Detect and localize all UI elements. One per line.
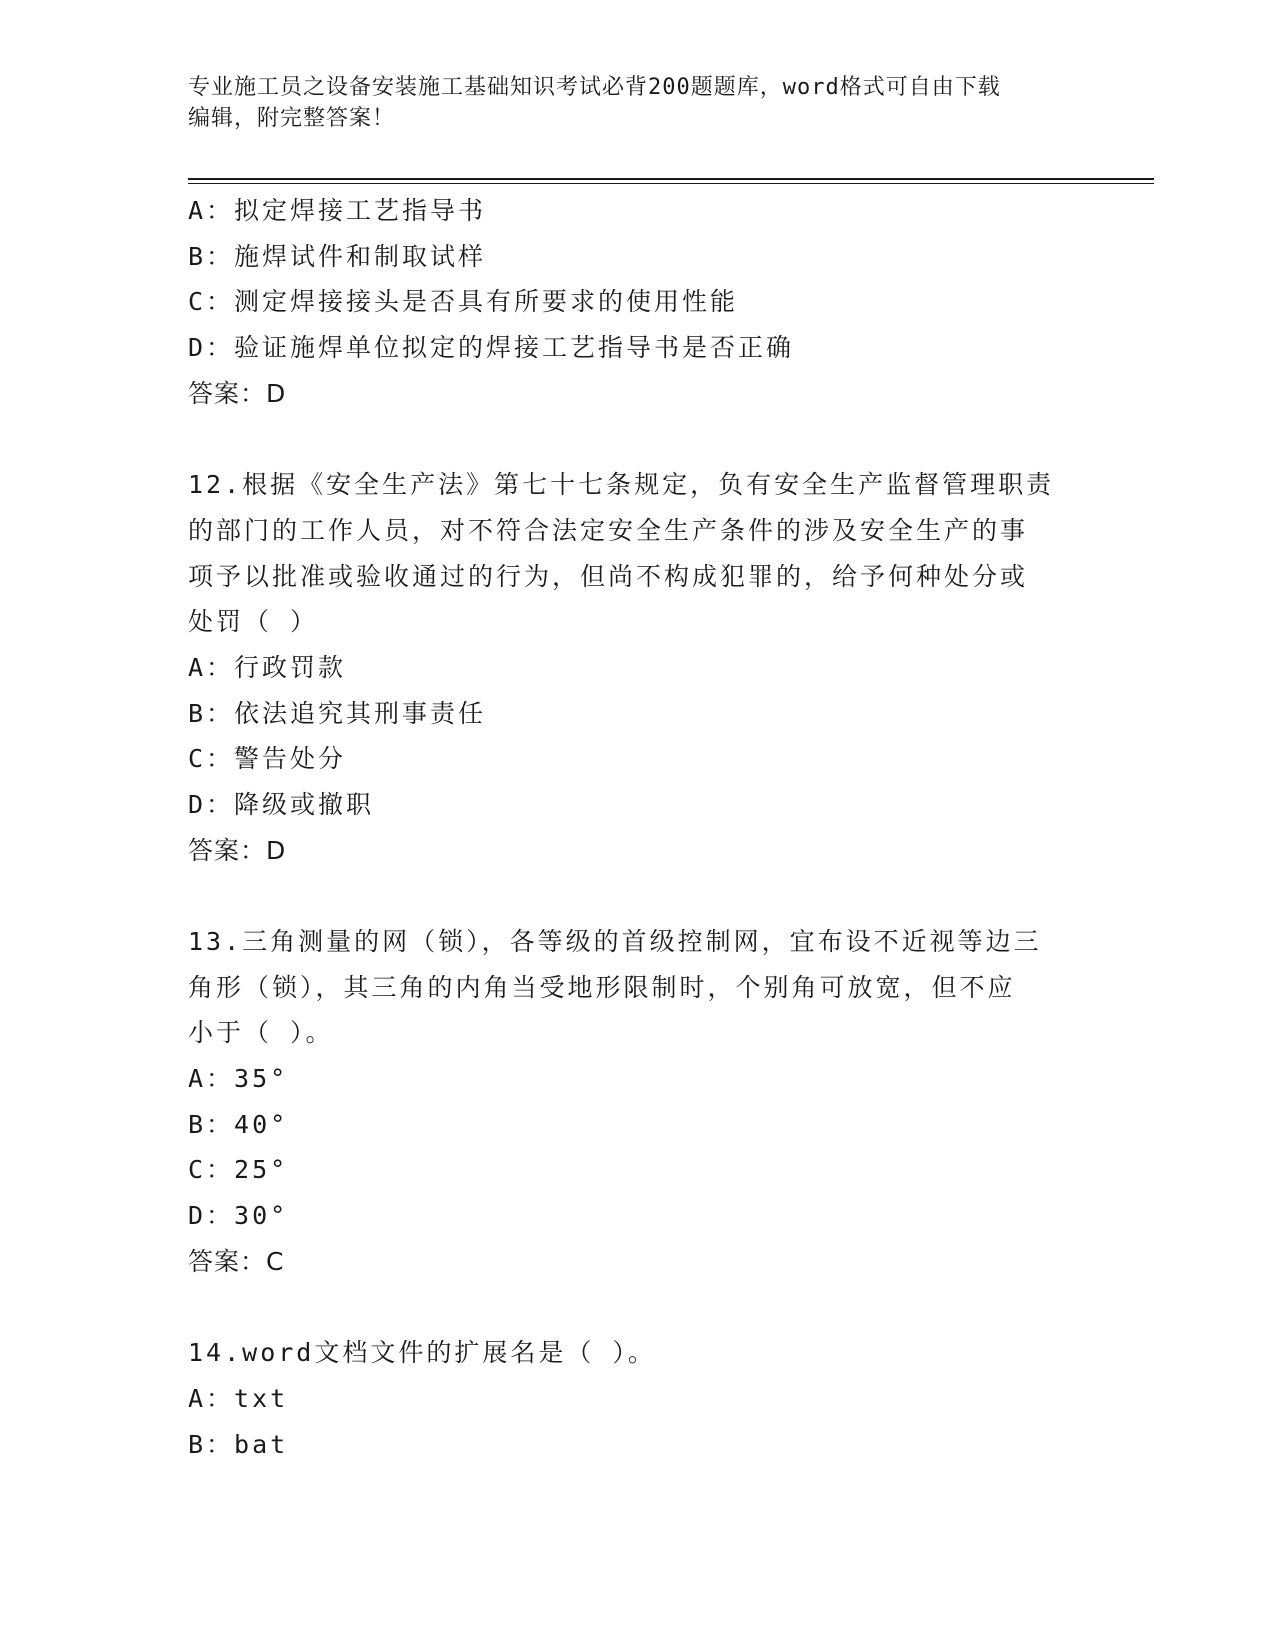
- question-list: [188, 188, 1088, 1467]
- option-c: C：警告处分: [188, 744, 347, 774]
- spacer: [188, 416, 1088, 462]
- question-text-line: 处罚（ ）: [188, 607, 319, 637]
- option-a: A：txt: [188, 1383, 289, 1413]
- header-line-1: 专业施工员之设备安装施工基础知识考试必背200题题库，word格式可自由下载: [188, 75, 1001, 100]
- header-divider-thick: [188, 178, 1154, 180]
- option-b: B：依法追究其刑事责任: [188, 698, 487, 728]
- question-text-line: 小于（ ）。: [188, 1018, 334, 1048]
- document-header: [188, 72, 1068, 134]
- question-12: [188, 462, 1088, 873]
- option-d: D：30°: [188, 1201, 289, 1231]
- question-14: [188, 1330, 1088, 1467]
- option-d: D：验证施焊单位拟定的焊接工艺指导书是否正确: [188, 333, 795, 363]
- question-text-line: 项予以批准或验收通过的行为，但尚不构成犯罪的，给予何种处分或: [188, 561, 1029, 591]
- question-text-line: 14.word文档文件的扩展名是（ ）。: [188, 1338, 656, 1368]
- option-a: A：拟定焊接工艺指导书: [188, 196, 487, 225]
- header-divider-thin: [188, 183, 1154, 184]
- option-d: D：降级或撤职: [188, 789, 375, 819]
- question-text-line: 的部门的工作人员，对不符合法定安全生产条件的涉及安全生产的事: [188, 515, 1029, 545]
- option-b: B：bat: [188, 1429, 289, 1459]
- option-c: C：25°: [188, 1155, 289, 1185]
- option-a: A：行政罚款: [188, 652, 347, 682]
- option-b: B：施焊试件和制取试样: [188, 241, 487, 271]
- answer-line: 答案：C: [188, 1246, 285, 1276]
- header-line-2: 编辑，附完整答案！: [188, 106, 396, 131]
- answer-line: 答案：D: [188, 835, 287, 865]
- question-13: [188, 919, 1088, 1285]
- option-b: B：40°: [188, 1109, 289, 1139]
- question-text-line: 角形（锁），其三角的内角当受地形限制时，个别角可放宽，但不应: [188, 972, 1016, 1002]
- question-text-line: 12.根据《安全生产法》第七十七条规定，负有安全生产监督管理职责: [188, 470, 1055, 500]
- spacer: [188, 873, 1088, 919]
- spacer: [188, 1285, 1088, 1331]
- question-text-line: 13.三角测量的网（锁），各等级的首级控制网，宜布设不近视等边三: [188, 927, 1042, 956]
- option-a: A：35°: [188, 1064, 289, 1094]
- question-11: [188, 188, 1088, 416]
- answer-line: 答案：D: [188, 378, 287, 408]
- option-c: C：测定焊接接头是否具有所要求的使用性能: [188, 287, 739, 317]
